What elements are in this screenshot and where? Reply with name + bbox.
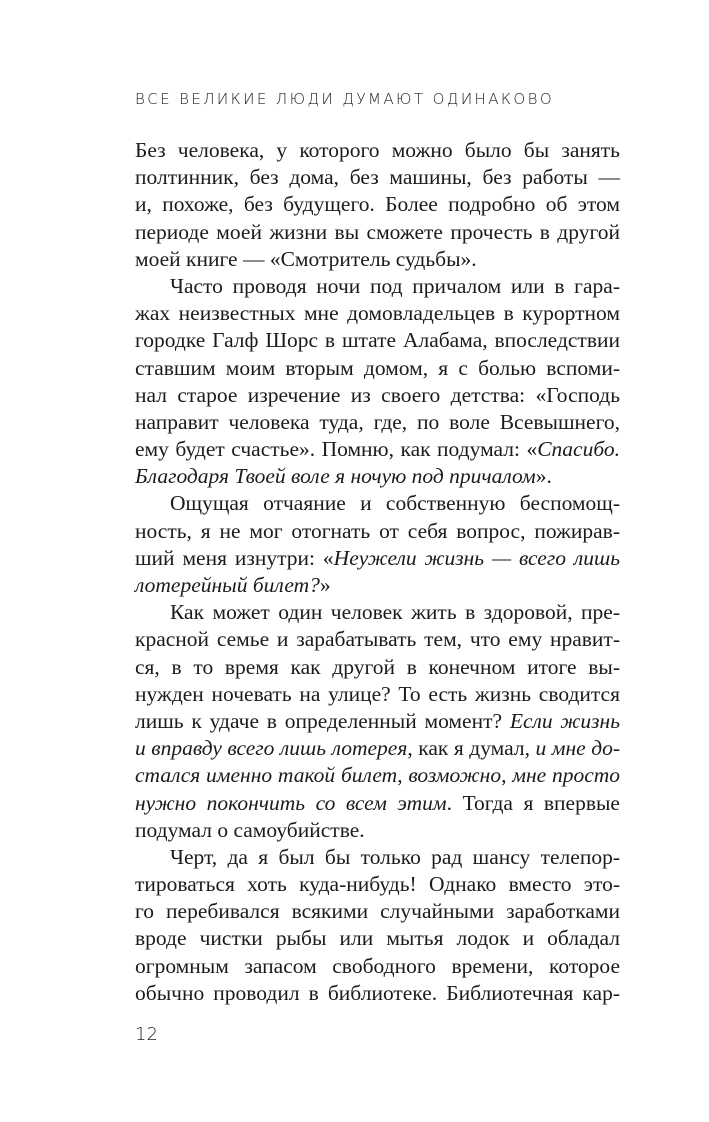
italic-text-run: мне просто	[512, 763, 621, 788]
text-line	[135, 518, 620, 545]
text-line	[135, 735, 620, 762]
text-line	[135, 980, 620, 1007]
text-line	[135, 925, 620, 952]
text-run: огромным запасом свободного времени, которое	[135, 953, 620, 978]
text-line	[135, 273, 620, 300]
text-line	[135, 436, 620, 463]
text-line	[135, 898, 620, 925]
italic-text-run: лотерейный билет?	[135, 573, 320, 597]
text-run: красной семье и зарабатывать тем, что ему нравит-	[135, 627, 620, 652]
italic-text-run: Благодаря Твоей воле я ночую под причалом	[135, 464, 536, 489]
text-line	[135, 219, 620, 246]
italic-text-run: и вправду всего лишь лотерея	[135, 736, 408, 761]
text-line	[135, 762, 620, 789]
text-run: жах неизвестных мне домовладельцев в курортном	[135, 301, 620, 326]
text-line	[135, 327, 620, 354]
italic-text-run: возможно	[408, 763, 502, 788]
text-line	[135, 246, 620, 273]
text-run: лишь к удаче в определенный момент?	[135, 708, 510, 733]
text-line	[135, 355, 620, 382]
text-run: нал старое изречение из своего детства: «Господь	[135, 382, 620, 407]
text-run: ший меня изнутри: «	[135, 545, 334, 570]
text-line	[135, 137, 620, 164]
text-run: моей книге — «Смотритель судьбы».	[135, 246, 477, 271]
text-run: , как я думал,	[407, 736, 536, 761]
italic-text-run: стался именно такой билет	[135, 763, 398, 788]
text-line	[135, 953, 620, 980]
text-run: городке Галф Шорс в штате Алабама, впоследствии	[135, 328, 620, 353]
text-run: полтинник, без дома, без машины, без работы —	[135, 165, 620, 190]
text-run: ,	[501, 763, 513, 788]
italic-text-run: нужно покончить со всем этим	[135, 790, 447, 815]
text-run: Без человека, у которого можно было бы занять	[135, 138, 620, 162]
text-line	[135, 599, 620, 626]
text-run: . Тогда я впервые	[446, 790, 620, 815]
text-run: периоде моей жизни вы сможете прочесть в другой	[135, 219, 620, 244]
text-line	[135, 191, 620, 218]
text-run: Часто проводя ночи под причалом или в гара-	[170, 273, 620, 298]
text-line	[135, 626, 620, 653]
italic-text-run: Неужели жизнь — всего лишь	[333, 545, 620, 570]
text-run: го перебивался всякими случайными заработками	[135, 899, 620, 924]
text-run: обычно проводил в библиотеке. Библиотечная кар-	[135, 980, 620, 1005]
text-line	[135, 463, 620, 490]
text-line	[135, 300, 620, 327]
text-line	[135, 382, 620, 409]
text-run: ставшим моим вторым домом, я с болью вспоми-	[135, 355, 620, 380]
text-run: и, похоже, без будущего. Более подробно об этом	[135, 192, 620, 217]
text-run: »	[319, 573, 331, 597]
text-line	[135, 708, 620, 735]
text-run: направит человека туда, где, по воле Всевышнего,	[135, 409, 620, 434]
text-line	[135, 871, 620, 898]
page-body-text	[135, 137, 620, 1007]
text-run: ».	[535, 464, 552, 489]
text-line	[135, 681, 620, 708]
text-line	[135, 572, 620, 599]
text-line	[135, 844, 620, 871]
italic-text-run: и мне до-	[535, 736, 621, 761]
text-line	[135, 409, 620, 436]
text-run: ему будет счастье». Помню, как подумал: «	[135, 437, 538, 462]
text-line	[135, 654, 620, 681]
text-run: ся, в то время как другой в конечном итоге вы-	[135, 654, 620, 679]
text-run: Как может один человек жить в здоровой, пре-	[170, 600, 620, 625]
text-line	[135, 490, 620, 517]
text-run: Ощущая отчаяние и собственную беспомощ-	[170, 491, 620, 516]
text-line	[135, 164, 620, 191]
text-run: подумал о самоубийстве.	[135, 817, 365, 842]
text-line	[135, 817, 620, 844]
text-run: нужден ночевать на улице? То есть жизнь сводится	[135, 681, 620, 706]
page-number: 12	[135, 1024, 158, 1045]
text-run: Черт, да я был бы только рад шансу телепор-	[170, 844, 620, 869]
text-run: вроде чистки рыбы или мытья лодок и обладал	[135, 926, 620, 951]
text-run: ность, я не мог отогнать от себя вопрос, пожирав-	[135, 518, 620, 543]
text-run: тироваться хоть куда-нибудь! Однако вместо это-	[135, 872, 620, 897]
italic-text-run: Спасибо.	[537, 437, 620, 462]
text-line	[135, 790, 620, 817]
running-head: ВСЕ ВЕЛИКИЕ ЛЮДИ ДУМАЮТ ОДИНАКОВО	[135, 90, 555, 108]
text-line	[135, 545, 620, 572]
text-run: ,	[397, 763, 409, 788]
italic-text-run: Если жизнь	[509, 708, 621, 733]
